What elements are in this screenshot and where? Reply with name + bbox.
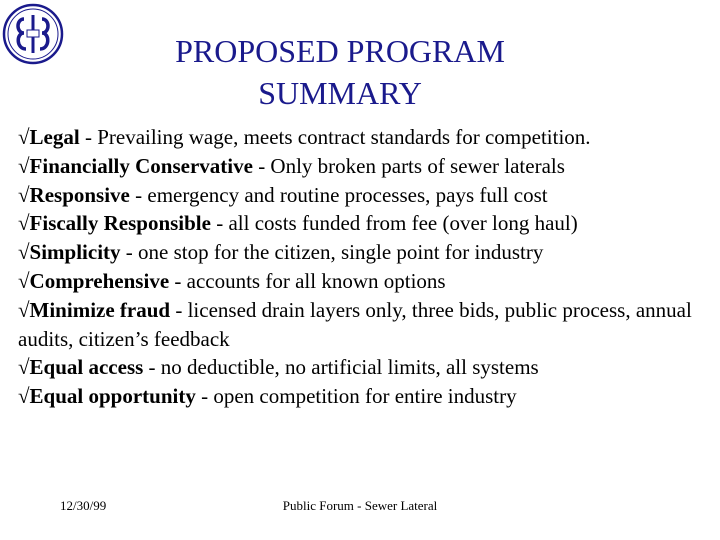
slide-title-line-2: SUMMARY [258,75,422,111]
check-mark-icon: √ [18,182,30,207]
check-mark-icon: √ [18,355,30,380]
bullet-text: - emergency and routine processes, pays full cost [129,182,548,207]
bullet-item [18,238,708,267]
footer-date: 12/30/99 [60,498,107,513]
bullet-item [18,123,708,152]
slide-title [100,30,580,114]
bullet-text: - licensed drain layers only, three bids, public process, annual audits, citizen’s feedback [18,297,692,351]
check-mark-icon: √ [18,297,30,322]
bullet-text: - one stop for the citizen, single point for industry [120,240,544,265]
bullet-text: - all costs funded from fee (over long haul) [210,211,578,236]
bullet-item [18,353,708,382]
bullet-term: Responsive [29,182,130,207]
bullet-term: Comprehensive [29,268,170,293]
bullet-term: Minimize fraud [29,297,171,322]
bullet-item [18,382,708,411]
bullet-list [18,123,708,411]
bullet-item [18,267,708,296]
bullet-item [18,209,708,238]
bullet-item [18,296,708,354]
bullet-term: Fiscally Responsible [29,211,211,236]
check-mark-icon: √ [18,384,30,409]
bullet-text: - accounts for all known options [169,268,446,293]
check-mark-icon: √ [18,211,30,236]
bullet-text: - no deductible, no artificial limits, all systems [143,355,539,380]
check-mark-icon: √ [18,153,30,178]
bullet-text: - Only broken parts of sewer laterals [252,153,565,178]
bullet-term: Equal access [29,355,144,380]
bullet-item [18,152,708,181]
bullet-term: Legal [29,125,80,149]
check-mark-icon: √ [18,240,30,265]
bullet-term: Equal opportunity [29,384,196,409]
bullet-item [18,181,708,210]
footer-caption: Public Forum - Sewer Lateral [282,498,438,513]
university-seal-icon [2,3,64,65]
bullet-text: - Prevailing wage, meets contract standards for competition. [79,125,591,149]
check-mark-icon: √ [18,268,30,293]
check-mark-icon: √ [18,125,30,149]
bullet-term: Simplicity [29,240,121,265]
bullet-term: Financially Conservative [29,153,253,178]
slide-title-line-1: PROPOSED PROGRAM [175,33,505,69]
bullet-text: - open competition for entire industry [195,384,517,409]
